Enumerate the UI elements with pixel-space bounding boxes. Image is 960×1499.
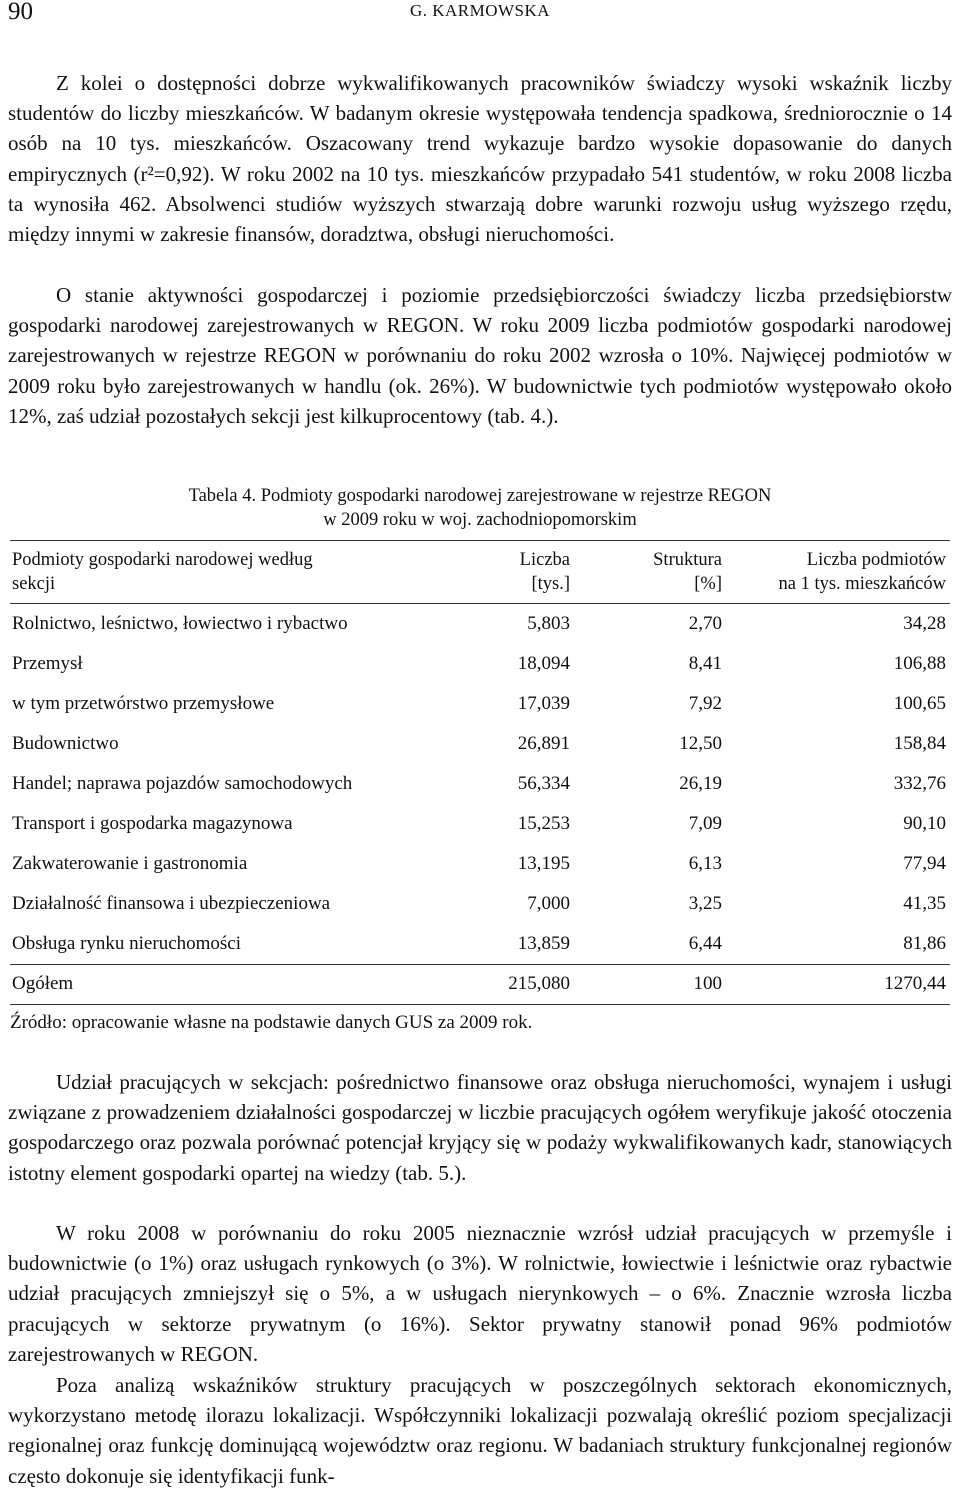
table-row: Rolnictwo, leśnictwo, łowiectwo i rybactwo 5,803 2,70 34,28 — [12, 613, 946, 634]
table-row: Transport i gospodarka magazynowa 15,253 7,09 90,10 — [12, 813, 946, 834]
table-bottom-rule — [10, 1004, 950, 1005]
table-row: Obsługa rynku nieruchomości 13,859 6,44 81,86 — [12, 933, 946, 954]
table-row: Handel; naprawa pojazdów samochodowych 56,334 26,19 332,76 — [12, 773, 946, 794]
table-row: Działalność finansowa i ubezpieczeniowa 7,000 3,25 41,35 — [12, 893, 946, 914]
paragraph-text: W roku 2008 w porównaniu do roku 2005 nieznacznie wzrósł udział pracujących w przemyśle i budownictwie (o 1%) oraz usługach rynkowych (o 3%). W rolnictwie, łowiectwie i leśnictwie oraz rybactwie udział pracujących zmniejszył się o 5%, a w usługach nierynkowych – o 6%. Znacznie wzrosła liczba pracujących w sektorze prywatnym (o 16%). Sektor prywatny stanowił ponad 96% podmiotów zarejestrowanych w REGON. — [8, 1221, 952, 1366]
paragraph-text: O stanie aktywności gospodarczej i poziomie przedsiębiorczości świadczy liczba przedsiębiorstw gospodarki narodowej zarejestrowanych w REGON. W roku 2009 liczba podmiotów gospodarki narodowej zarejestrowanych w rejestrze REGON w porównaniu do roku 2002 wzrosła o 10%. Najwięcej podmiotów w 2009 roku było zarejestrowanych w handlu (ok. 26%). W budownictwie tych podmiotów występowało około 12%, zaś udział pozostałych sekcji jest kilkuprocentowy (tab. 4.). — [8, 283, 952, 428]
table-top-rule — [10, 540, 950, 541]
paragraph-text: Poza analizą wskaźników struktury pracujących w poszczególnych sektorach ekonomicznych, wykorzystano metodę ilorazu lokalizacji. Współczynniki lokalizacji pozwalają określić poziom specjalizacji regionalnej oraz funkcję dominującą województw oraz regionu. W badaniach struktury funkcjonalnej regionów często dokonuje się identyfikacji funk- — [8, 1373, 952, 1488]
table-row: w tym przetwórstwo przemysłowe 17,039 7,92 100,65 — [12, 693, 946, 714]
table-caption-line2: w 2009 roku w woj. zachodniopomorskim — [323, 510, 637, 530]
paragraph-regon — [8, 280, 952, 431]
header-structure: Struktura [%] — [653, 550, 722, 594]
table-caption — [0, 484, 960, 532]
page-number: 90 — [8, 0, 33, 25]
paragraph-2008 — [8, 1218, 952, 1369]
table-row: Budownictwo 26,891 12,50 158,84 — [12, 733, 946, 754]
table-row: Zakwaterowanie i gastronomia 13,195 6,13 77,94 — [12, 853, 946, 874]
paragraph-text: Udział pracujących w sekcjach: pośrednictwo finansowe oraz obsługa nieruchomości, wynajem i usługi związane z prowadzeniem działalności gospodarczej w liczbie pracujących ogółem weryfikuje jakość otoczenia gospodarczego oraz pozwala porównać potencjał kryjący się w podaży wykwalifikowanych kadr, stanowiących istotny element gospodarki opartej na wiedzy (tab. 5.). — [8, 1070, 952, 1185]
paragraph-text: Z kolei o dostępności dobrze wykwalifikowanych pracowników świadczy wysoki wskaźnik liczby studentów do liczby mieszkańców. W badanym okresie występowała tendencja spadkowa, średniorocznie o 14 osób na 10 tys. mieszkańców. Oszacowany trend wykazuje bardzo wysokie dopasowanie do danych empirycznych (r²=0,92). W roku 2002 na 10 tys. mieszkańców przypadało 541 studentów, w roku 2008 liczba ta wynosiła 462. Absolwenci studiów wyższych stwarzają dobre warunki rozwoju usług wyższego rzędu, między innymi w zakresie finansów, doradztwa, obsługi nieruchomości. — [8, 71, 952, 247]
table-row: Przemysł 18,094 8,41 106,88 — [12, 653, 946, 674]
running-title: G. KARMOWSKA — [409, 1, 551, 20]
page-header — [0, 0, 960, 30]
table-source: Źródło: opracowanie własne na podstawie danych GUS za 2009 rok. — [10, 1012, 533, 1033]
paragraph-location-quotient — [8, 1370, 952, 1491]
paragraph-students — [8, 68, 952, 249]
paragraph-employment — [8, 1067, 952, 1188]
header-count: Liczba [tys.] — [519, 550, 570, 594]
table-caption-line1: Tabela 4. Podmioty gospodarki narodowej zarejestrowane w rejestrze REGON — [188, 486, 772, 506]
header-sections: Podmioty gospodarki narodowej według sekcji — [12, 550, 313, 594]
table-row-total: Ogółem 215,080 100 1270,44 — [12, 973, 946, 994]
header-per-thousand: Liczba podmiotów na 1 tys. mieszkańców — [778, 550, 946, 594]
